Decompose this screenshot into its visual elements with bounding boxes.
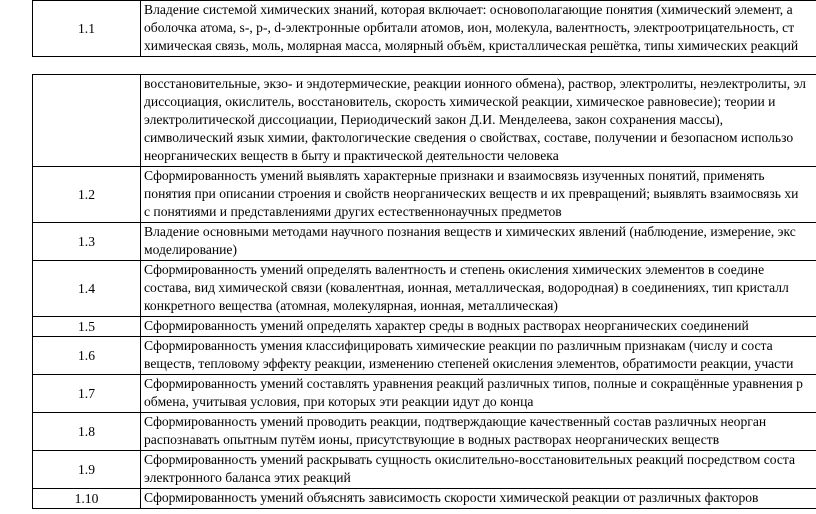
row-number: 1.9 — [33, 451, 141, 489]
table-row — [33, 167, 816, 223]
text-line: Сформированность умений составлять уравнения реакций различных типов, полные и сокращённые уравнения р — [144, 376, 803, 391]
row-text — [141, 489, 816, 509]
table-row — [33, 317, 816, 337]
text-line: символический язык химии, фактологические сведения о свойствах, составе, получении и безопасном использо — [144, 130, 794, 145]
row-number: 1.1 — [33, 1, 141, 57]
text-line: Сформированность умений выявлять характерные признаки и взаимосвязь изученных понятий, применять — [144, 168, 765, 183]
text-line: восстановительные, экзо- и эндотермические, реакции ионного обмена), раствор, электролиты, неэлектролиты, эл — [144, 76, 806, 91]
text-line: распознавать опытным путём ионы, присутствующие в водных растворах неорганических веществ — [144, 432, 720, 447]
row-text — [141, 317, 816, 337]
row-text — [141, 261, 816, 317]
text-line: понятия при описании строения и свойств неорганических веществ и их превращений; выявлять взаимосвязь хи — [144, 186, 799, 201]
text-line: конкретного вещества (атомная, молекулярная, ионная, металлическая) — [144, 298, 558, 313]
row-number: 1.6 — [33, 337, 141, 375]
row-text — [141, 337, 816, 375]
text-line: химическая связь, моль, молярная масса, молярный объём, кристаллическая решётка, типы химических реакций — [144, 38, 799, 53]
row-number: 1.10 — [33, 489, 141, 509]
text-line: Сформированность умений определять характер среды в водных растворах неорганических соединений — [144, 318, 749, 333]
text-line: с понятиями и представлениями других естественнонаучных предметов — [144, 204, 562, 219]
row-number: 1.4 — [33, 261, 141, 317]
row-text — [141, 413, 816, 451]
row-number: 1.7 — [33, 375, 141, 413]
row-text — [141, 167, 816, 223]
text-line: Сформированность умений объяснять зависимость скорости химической реакции от различных факторов — [144, 490, 759, 505]
row-text — [141, 1, 816, 57]
requirements-table-top — [32, 0, 816, 57]
text-line: неорганических веществ в быту и практической деятельности человека — [144, 148, 559, 163]
text-line: Владение основными методами научного познания веществ и химических явлений (наблюдение, измерение, экс — [144, 224, 796, 239]
text-line: электролитической диссоциации, Периодический закон Д.И. Менделеева, закон сохранения массы), — [144, 112, 724, 127]
text-line: Сформированность умений проводить реакции, подтверждающие качественный состав различных неорган — [144, 414, 767, 429]
table-row — [33, 375, 816, 413]
text-line: Владение системой химических знаний, которая включает: основополагающие понятия (химический элемент, а — [144, 2, 793, 17]
table-row — [33, 489, 816, 509]
row-text — [141, 451, 816, 489]
table-row — [33, 261, 816, 317]
row-number: 1.8 — [33, 413, 141, 451]
table-row — [33, 451, 816, 489]
table-row — [33, 223, 816, 261]
row-number — [33, 75, 141, 167]
row-text — [141, 223, 816, 261]
table-row — [33, 1, 816, 57]
text-line: обмена, учитывая условия, при которых эти реакции идут до конца — [144, 394, 534, 409]
text-line: диссоциация, окислитель, восстановитель, скорость химической реакции, химическое равновесие); теории и — [144, 94, 776, 109]
row-text — [141, 75, 816, 167]
text-line: Сформированность умений определять валентность и степень окисления химических элементов в соедине — [144, 262, 765, 277]
row-number: 1.3 — [33, 223, 141, 261]
text-part: оболочка атома, s-, p-, d-электронные орбитали атомов, ион, молекула, валентность, электроотрицательность, ст — [144, 20, 795, 35]
table-row — [33, 413, 816, 451]
text-line: моделирование) — [144, 242, 237, 257]
text-line: Сформированность умения классифицировать химические реакции по различным признакам (числу и соста — [144, 338, 773, 353]
text-line: состава, вид химической связи (ковалентная, ионная, металлическая, водородная) в соединениях, тип кристалл — [144, 280, 789, 295]
row-number: 1.5 — [33, 317, 141, 337]
requirements-table-main — [32, 74, 816, 509]
row-text — [141, 375, 816, 413]
table-row — [33, 75, 816, 167]
row-number: 1.2 — [33, 167, 141, 223]
table-row — [33, 337, 816, 375]
text-line: электронного баланса этих реакций — [144, 470, 351, 485]
text-line — [144, 19, 816, 37]
text-line: веществ, тепловому эффекту реакции, изменению степеней окисления элементов, обратимости реакции, участи — [144, 356, 794, 371]
text-line: Сформированность умений раскрывать сущность окислительно-восстановительных реакций посредством соста — [144, 452, 796, 467]
